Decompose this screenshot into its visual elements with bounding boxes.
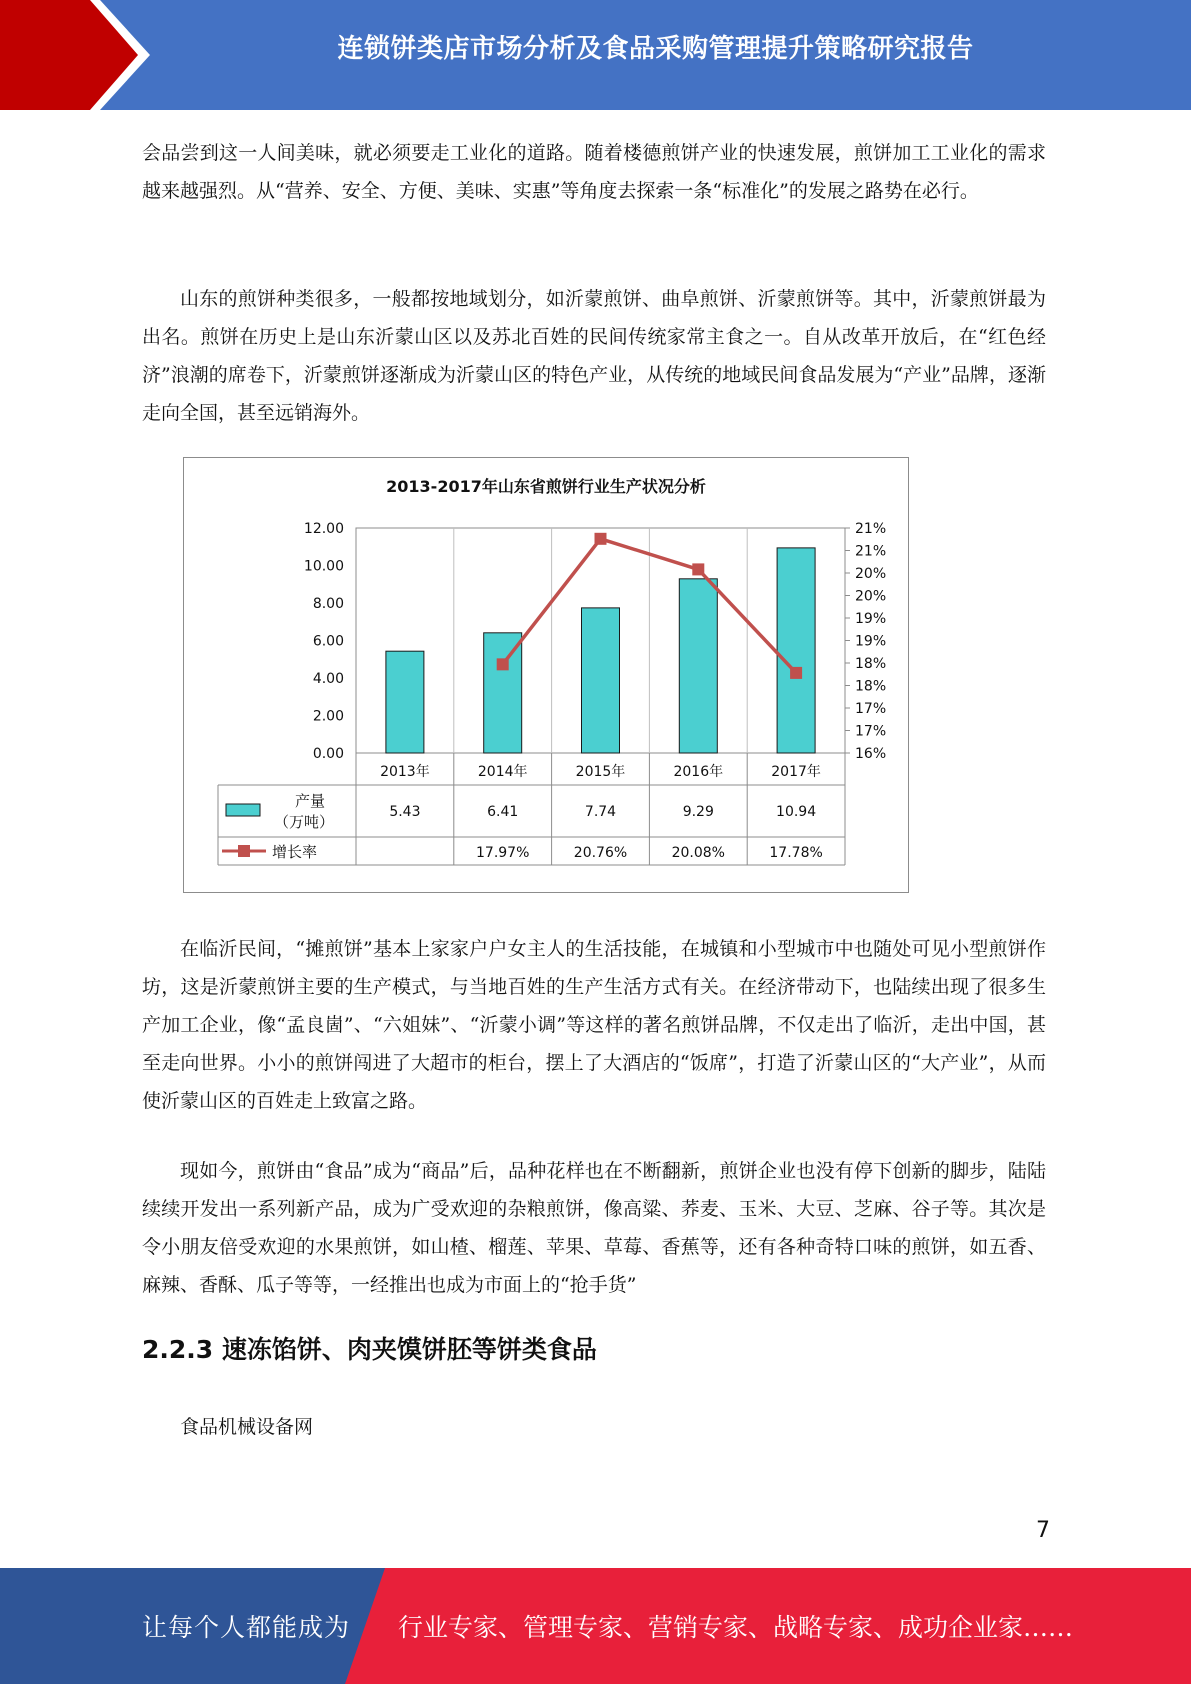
body-paragraph-1: 会品尝到这一人间美味，就必须要走工业化的道路。随着楼德煎饼产业的快速发展，煎饼加工工业化的需求越来越强烈。从“营养、安全、方便、美味、实惠”等角度去探索一条“标准化”的发展之路势在必行。 [142,142,1046,202]
table-value-production: 7.74 [584,804,617,820]
section-heading: 2.2.3 速冻馅饼、肉夹馍饼胚等饼类食品 [142,1335,597,1364]
y-left-tick-label: 12.00 [303,521,344,537]
y-right-tick-label: 21% [855,543,887,560]
page-header [0,0,1191,110]
y-right-tick-label: 21% [855,521,887,537]
legend-bar-label-line1: 产量 [294,792,326,810]
bar-production-2013年 [386,651,424,753]
table-value-production: 9.29 [682,804,714,820]
legend-line-label: 增长率 [272,843,318,861]
body-paragraph-2: 山东的煎饼种类很多，一般都按地域划分，如沂蒙煎饼、曲阜煎饼、沂蒙煎饼等。其中，沂蒙煎饼最为出名。煎饼在历史上是山东沂蒙山区以及苏北百姓的民间传统家常主食之一。自从改革开放后，在“红色经济”浪潮的席卷下，沂蒙煎饼逐渐成为沂蒙山区的特色产业，从传统的地域民间食品发展为“产业”品牌，逐渐走向全国，甚至远销海外。 [142,288,1046,424]
table-value-production: 10.94 [776,804,817,820]
y-right-tick-label: 20% [855,566,887,582]
legend-line-marker [238,845,250,857]
chart-container [183,457,909,893]
y-right-tick-label: 18% [855,678,887,695]
growth-rate-point [790,667,802,679]
y-right-tick-label: 17% [855,701,887,717]
chart-title: 2013-2017年山东省煎饼行业生产状况分析 [386,477,706,496]
legend-bar-swatch [226,804,260,816]
bar-production-2016年 [679,579,717,753]
x-tick-label: 2013年 [380,764,430,780]
y-right-tick-label: 18% [855,656,887,672]
table-value-growth: 17.78% [769,845,823,861]
table-value-growth: 17.97% [476,845,530,861]
x-tick-label: 2017年 [771,764,821,780]
x-tick-label: 2015年 [575,764,626,780]
table-value-growth: 20.08% [671,845,725,861]
growth-rate-point [692,563,704,575]
legend-bar-label-line2: （万吨） [273,813,335,831]
body-paragraph-4: 现如今，煎饼由“食品”成为“商品”后，品种花样也在不断翻新，煎饼企业也没有停下创新的脚步，陆陆续续开发出一系列新产品，成为广受欢迎的杂粮煎饼，像高粱、荞麦、玉米、大豆、芝麻、谷子等。其次是令小朋友倍受欢迎的水果煎饼，如山楂、榴莲、苹果、草莓、香蕉等，还有各种奇特口味的煎饼，如五香、麻辣、香酥、瓜子等等，一经推出也成为市面上的“抢手货” [142,1160,1046,1296]
growth-rate-point [497,658,509,670]
header-title: 连锁饼类店市场分析及食品采购管理提升策略研究报告 [337,34,974,64]
y-right-tick-label: 19% [855,633,887,650]
header-arrow-decoration [0,0,160,110]
page-number: 7 [1036,1518,1050,1543]
y-right-tick-label: 17% [855,723,887,740]
table-value-production: 5.43 [389,804,421,820]
bar-production-2017年 [777,548,815,753]
y-right-tick-label: 20% [855,588,887,605]
y-left-tick-label: 0.00 [312,746,344,762]
bar-production-2014年 [484,633,522,753]
y-right-tick-label: 19% [855,611,887,627]
header-red-arrow [0,0,138,110]
growth-rate-point [595,533,607,545]
production-chart [184,458,908,892]
table-value-production: 6.41 [487,804,519,820]
x-tick-label: 2016年 [673,764,724,780]
y-left-tick-label: 4.00 [312,671,344,687]
y-left-tick-label: 10.00 [303,558,344,575]
page-footer [0,1568,1191,1684]
y-left-tick-label: 8.00 [312,596,344,612]
y-left-tick-label: 6.00 [312,633,344,650]
bar-production-2015年 [582,608,620,753]
x-tick-label: 2014年 [477,764,528,780]
y-right-tick-label: 16% [855,746,887,762]
footer-slogan-left: 让每个人都能成为 [142,1613,351,1642]
body-paragraph-3: 在临沂民间，“摊煎饼”基本上家家户户女主人的生活技能，在城镇和小型城市中也随处可见小型煎饼作坊，这是沂蒙煎饼主要的生产模式，与当地百姓的生产生活方式有关。在经济带动下，也陆续出现了很多生产加工企业，像“孟良崮”、“六姐妹”、“沂蒙小调”等这样的著名煎饼品牌，不仅走出了临沂，走出中国，甚至走向世界。小小的煎饼闯进了大超市的柜台，摆上了大酒店的“饭席”，打造了沂蒙山区的“大产业”，从而使沂蒙山区的百姓走上致富之路。 [142,938,1046,1112]
footer-slogan-right: 行业专家、管理专家、营销专家、战略专家、成功企业家…… [398,1613,1074,1642]
source-line: 食品机械设备网 [180,1416,314,1438]
table-value-growth: 20.76% [573,845,628,861]
y-left-tick-label: 2.00 [312,708,344,725]
